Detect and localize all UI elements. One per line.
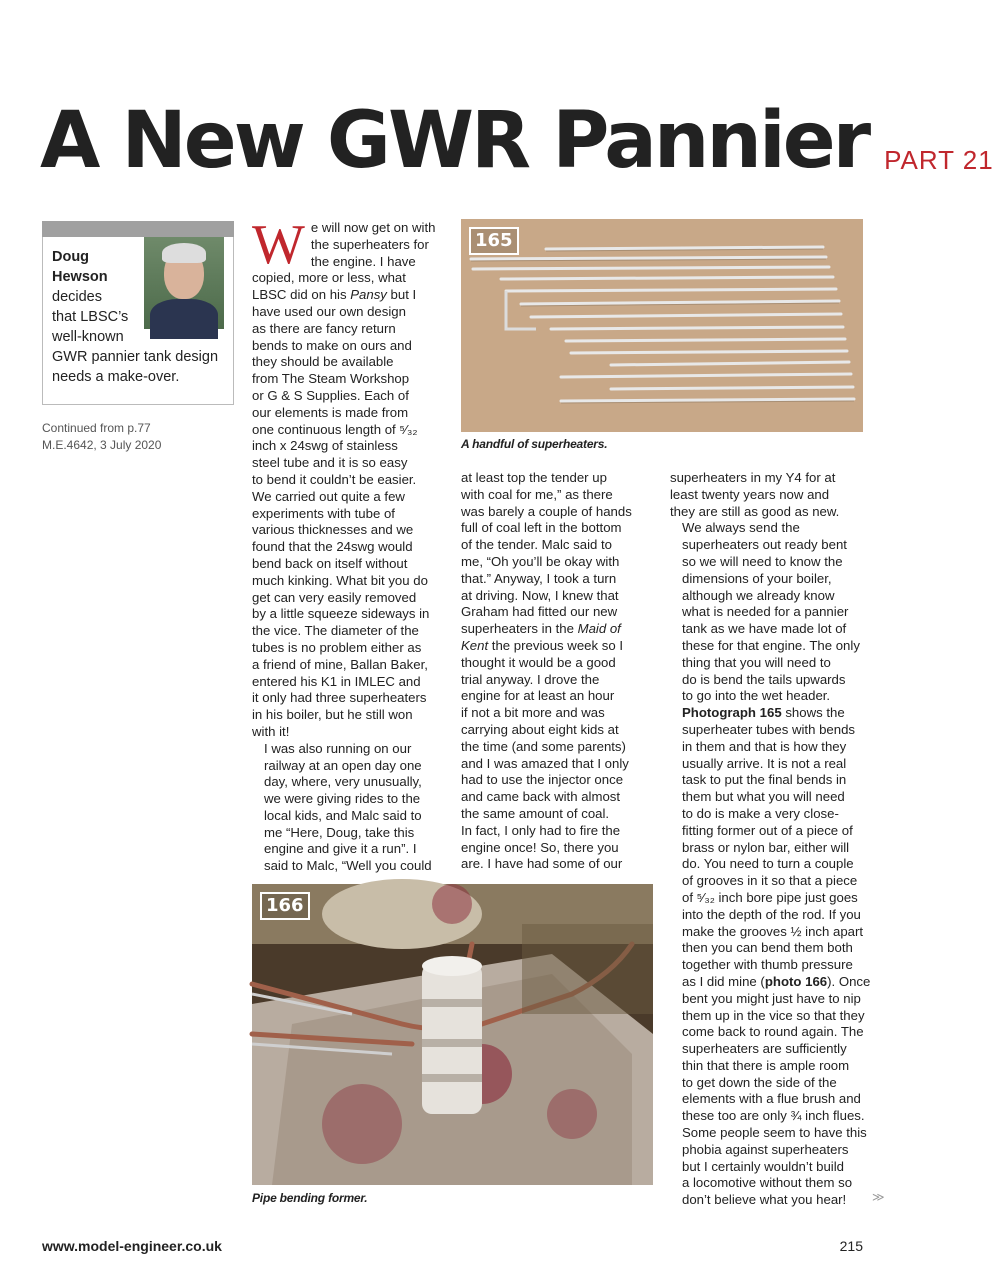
text-line: these too are only ¾ inch flues. — [682, 1108, 865, 1124]
text-line: In fact, I only had to fire the — [461, 822, 621, 838]
text-line: task to put the final bends in — [682, 772, 847, 788]
text-line: steel tube and it is so easy — [252, 455, 408, 471]
text-line: fitting former out of a piece of — [682, 822, 853, 838]
text-line: thin that there is ample room — [682, 1057, 850, 1073]
text-line: superheaters in my Y4 for at — [670, 470, 836, 485]
text-line: thought it would be a good — [461, 654, 616, 670]
text-line: from The Steam Workshop — [252, 371, 410, 387]
article-column-1 — [252, 214, 452, 875]
caption-166: Pipe bending former. — [252, 1191, 368, 1205]
pipe-bender-illustration — [252, 884, 653, 1185]
text-line: have used our own design — [252, 303, 406, 319]
text-line: they should be available — [252, 354, 394, 370]
text-line: various thicknesses and we — [252, 522, 414, 538]
text-line: full of coal left in the bottom — [461, 520, 622, 536]
text-line: what is needed for a pannier — [682, 604, 849, 620]
text-line: make the grooves ½ inch apart — [682, 923, 864, 939]
text-line: Photograph 165 shows the — [682, 705, 845, 721]
text-line: thing that you will need to — [682, 654, 831, 670]
text-line: a locomotive without them so — [682, 1175, 853, 1191]
photo-number-165: 165 — [469, 227, 519, 255]
text-line: then you can bend them both — [682, 940, 853, 956]
text-line: that.” Anyway, I took a turn — [461, 570, 617, 586]
text-line: usually arrive. It is not a real — [682, 755, 847, 771]
text-line: at least top the tender up — [461, 470, 607, 485]
text-line: We always send the — [682, 520, 800, 536]
text-line: in them and that is how they — [682, 738, 847, 754]
text-line: our elements is made from — [252, 404, 409, 420]
text-line: one continuous length of ⁵⁄₃₂ — [252, 421, 418, 437]
text-line: the superheaters for — [310, 236, 429, 252]
photo-number-166: 166 — [260, 892, 310, 920]
text-line: and I was amazed that I only — [461, 755, 629, 771]
text-line: tank as we have made lot of — [682, 621, 847, 637]
article-column-3 — [670, 470, 870, 1209]
text-line: experiments with tube of — [252, 505, 395, 521]
text-line: by a little squeeze sideways in — [252, 606, 430, 622]
text-line: e will now get on with — [310, 220, 436, 235]
text-line: elements with a flue brush and — [682, 1091, 861, 1107]
text-line: they are still as good as new. — [670, 503, 840, 519]
text-line: tubes is no problem either as — [252, 639, 422, 655]
text-line: the vice. The diameter of the — [252, 623, 419, 639]
text-line: entered his K1 in IMLEC and — [252, 673, 421, 689]
photo-165-superheaters — [461, 219, 863, 432]
photo-166-pipe-bending-former — [252, 884, 653, 1185]
text-line: We carried out quite a few — [252, 488, 405, 504]
text-line: had to use the injector once — [461, 772, 624, 788]
text-line: much kinking. What bit you do — [252, 572, 428, 588]
text-line: of ⁵⁄₃₂ inch bore pipe just goes — [682, 889, 858, 905]
text-line: together with thumb pressure — [682, 957, 853, 973]
author-last-name: Hewson — [52, 269, 108, 285]
text-line: bend back on itself without — [252, 555, 408, 571]
text-line: we were giving rides to the — [264, 791, 421, 807]
text-line: copied, more or less, what — [252, 270, 406, 286]
text-line: least twenty years now and — [670, 486, 830, 502]
article-title-block — [40, 86, 994, 186]
text-line: railway at an open day one — [264, 757, 422, 773]
text-line: in his boiler, but he still won — [252, 707, 413, 723]
text-line: a friend of mine, Ballan Baker, — [252, 656, 428, 672]
text-line: superheaters are sufficiently — [682, 1041, 847, 1057]
text-line: engine for at least an hour — [461, 688, 615, 704]
text-line: to get down the side of the — [682, 1074, 837, 1090]
text-line: engine and give it a run”. I — [264, 841, 417, 857]
text-line: don’t believe what you hear! — [682, 1192, 847, 1208]
text-line: me “Here, Doug, take this — [264, 824, 415, 840]
text-line: the time (and some parents) — [461, 738, 626, 754]
text-line: these for that engine. The only — [682, 637, 860, 653]
paragraph-2 — [252, 741, 452, 875]
author-first-name: Doug — [52, 249, 90, 265]
text-line: into the depth of the rod. If you — [682, 906, 861, 922]
continue-mark: ≫ — [872, 1190, 885, 1204]
text-line: brass or nylon bar, either will — [682, 839, 850, 855]
paragraph-4 — [670, 470, 870, 520]
text-line: as I did mine (photo 166). Once — [682, 973, 871, 989]
text-line: to bend it couldn’t be easier. — [252, 471, 417, 487]
text-line: get can very easily removed — [252, 589, 417, 605]
paragraph-1 — [252, 214, 452, 741]
text-line: at driving. Now, I knew that — [461, 587, 619, 603]
text-line: the engine. I have — [310, 253, 416, 269]
footer-website-url: www.model-engineer.co.uk — [42, 1238, 222, 1254]
text-line: superheaters out ready bent — [682, 537, 847, 553]
text-line: them but what you will need — [682, 789, 845, 805]
text-line: if not a bit more and was — [461, 705, 605, 721]
text-line: trial anyway. I drove the — [461, 671, 600, 687]
text-line: me, “Oh you’ll be okay with — [461, 553, 620, 569]
text-line: bent you might just have to nip — [682, 990, 861, 1006]
caption-165: A handful of superheaters. — [461, 437, 608, 451]
superheaters-illustration — [461, 219, 863, 432]
text-line: do is bend the tails upwards — [682, 671, 846, 687]
drop-cap: W — [252, 214, 305, 276]
footer-page-number: 215 — [839, 1238, 863, 1254]
text-line: do. You need to turn a couple — [682, 856, 854, 872]
text-line: carrying about eight kids at — [461, 721, 619, 737]
text-line: LBSC did on his Pansy but I — [252, 287, 417, 303]
text-line: found that the 24swg would — [252, 539, 413, 555]
author-intro: Doug Hewson decides that LBSC’s well-known GWR pannier tank design needs a make-over. — [52, 247, 227, 387]
text-line: was barely a couple of hands — [461, 503, 632, 519]
text-line: although we already know — [682, 587, 835, 603]
article-title: A New GWR Pannier — [40, 96, 869, 186]
text-line: dimensions of your boiler, — [682, 570, 832, 586]
text-line: come back to round again. The — [682, 1024, 864, 1040]
text-line: but I certainly wouldn’t build — [682, 1158, 845, 1174]
part-label: PART 21 — [884, 145, 994, 175]
text-line: superheaters in the Maid of — [461, 621, 621, 637]
text-line: engine once! So, there you — [461, 839, 619, 855]
text-line: the same amount of coal. — [461, 805, 610, 821]
text-line: I was also running on our — [264, 740, 412, 756]
text-line: with it! — [252, 723, 290, 739]
text-line: superheater tubes with bends — [682, 721, 856, 737]
text-line: and came back with almost — [461, 789, 621, 805]
text-line: them up in the vice so that they — [682, 1007, 865, 1023]
author-box-bar — [42, 221, 234, 237]
text-line: with coal for me,” as there — [461, 486, 613, 502]
text-line: it only had three superheaters — [252, 690, 427, 706]
text-line: so we will need to know the — [682, 553, 843, 569]
text-line: said to Malc, “Well you could — [264, 858, 432, 874]
article-column-2 — [461, 470, 661, 873]
text-line: day, where, very unusually, — [264, 774, 422, 790]
text-line: phobia against superheaters — [682, 1141, 849, 1157]
continued-from-note: Continued from p.77 M.E.4642, 3 July 2020 — [42, 421, 162, 452]
author-box — [42, 221, 234, 405]
text-line: bends to make on ours and — [252, 337, 412, 353]
text-line: to do is make a very close- — [682, 805, 839, 821]
paragraph-3 — [461, 470, 661, 873]
text-line: local kids, and Malc said to — [264, 807, 422, 823]
text-line: of the tender. Malc said to — [461, 537, 613, 553]
text-line: as there are fancy return — [252, 320, 396, 336]
text-line: or G & S Supplies. Each of — [252, 387, 409, 403]
text-line: Kent the previous week so I — [461, 637, 624, 653]
text-line: Graham had fitted our new — [461, 604, 618, 620]
text-line: are. I have had some of our — [461, 856, 623, 872]
paragraph-5 — [670, 520, 870, 1209]
text-line: to go into the wet header. — [682, 688, 831, 704]
text-line: of grooves in it so that a piece — [682, 873, 858, 889]
text-line: Some people seem to have this — [682, 1125, 867, 1141]
text-line: inch x 24swg of stainless — [252, 438, 398, 454]
